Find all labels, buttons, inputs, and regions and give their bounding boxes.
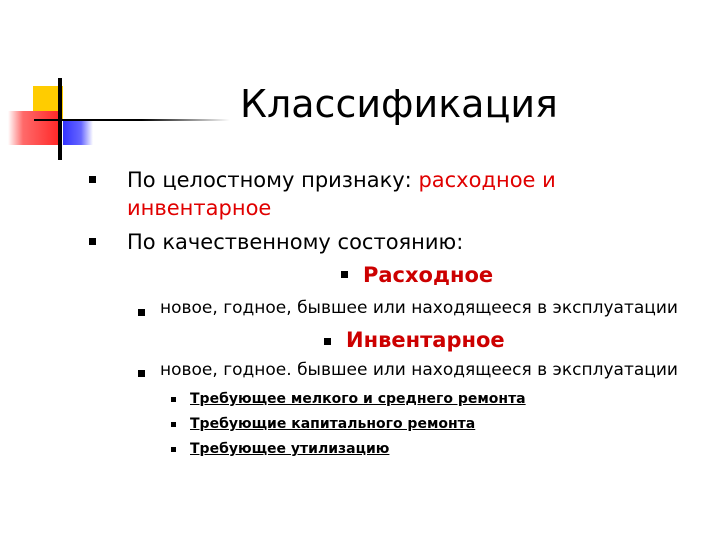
logo-horizontal-line [34, 119, 230, 121]
sub-list-item: Требующее утилизацию [190, 441, 390, 457]
section-heading: Расходное [363, 263, 494, 287]
logo-red-square [8, 111, 58, 145]
logo-blue-square [63, 119, 93, 145]
list-item: По качественному состоянию: [127, 230, 464, 254]
bullet-icon [171, 447, 176, 452]
section-description: новое, годное, бывшее или находящееся в эксплуатации [160, 298, 678, 318]
section-description: новое, годное. бывшее или находящееся в эксплуатации [160, 360, 678, 380]
bullet-icon [171, 422, 176, 427]
item-text: По целостному признаку: [127, 168, 419, 192]
bullet-icon [138, 309, 145, 316]
bullet-icon [324, 338, 331, 345]
sub-list-item: Требующее мелкого и среднего ремонта [190, 391, 526, 407]
bullet-icon [341, 271, 348, 278]
bullet-icon [89, 238, 96, 245]
sub-list-item: Требующие капитального ремонта [190, 416, 476, 432]
list-item [127, 166, 556, 194]
item-highlight: расходное и [418, 168, 556, 192]
section-heading: Инвентарное [346, 328, 505, 352]
bullet-icon [138, 370, 145, 377]
slide-title: Классификация [240, 82, 558, 126]
bullet-icon [89, 176, 96, 183]
bullet-icon [171, 397, 176, 402]
list-item-continuation: инвентарное [127, 196, 272, 220]
